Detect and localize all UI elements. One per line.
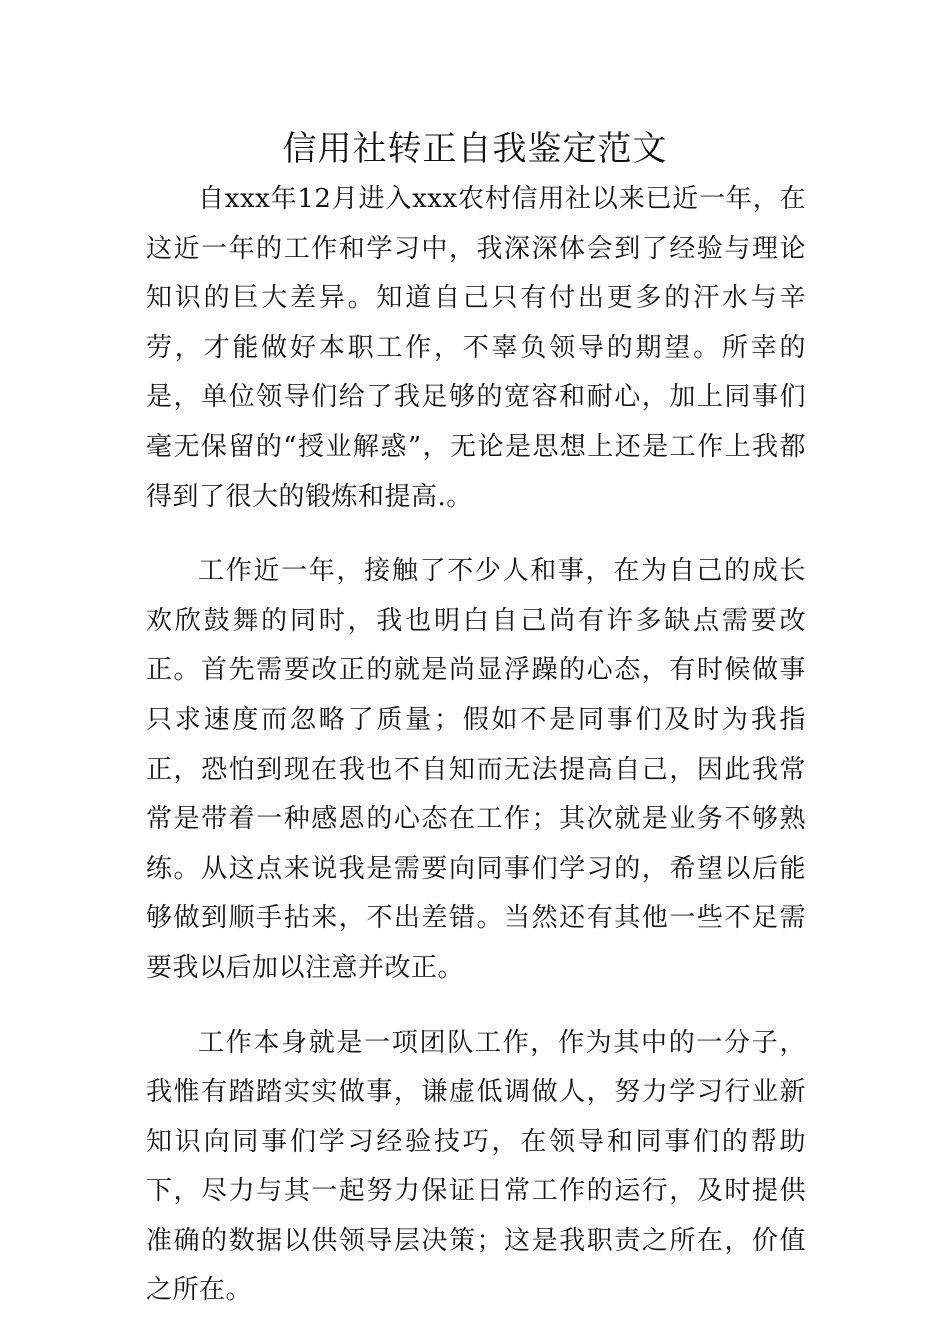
document-title: 信用社转正自我鉴定范文 xyxy=(282,129,668,169)
paragraph-2: 工作近一年，接触了不少人和事，在为自己的成长欢欣鼓舞的同时，我也明白自己尚有许多缺点需要改正。首先需要改正的就是尚显浮躁的心态，有时候做事只求速度而忽略了质量；假如不是同事们及时为我指正，恐怕到现在我也不自知而无法提高自己，因此我常常是带着一种感恩的心态在工作；其次就是业务不够熟练。从这点来说我是需要向同事们学习的，希望以后能够做到顺手拈来，不出差错。当然还有其他一些不足需要我以后加以注意并改正。 xyxy=(146,556,806,983)
document-body xyxy=(146,175,806,1316)
paragraph-3: 工作本身就是一项团队工作，作为其中的一分子，我惟有踏踏实实做事，谦虚低调做人，努力学习行业新知识向同事们学习经验技巧，在领导和同事们的帮助下，尽力与其一起努力保证日常工作的运行，及时提供准确的数据以供领导层决策；这是我职责之所在，价值之所在。 xyxy=(146,1027,806,1306)
paragraph-1: 自xxx年12月进入xxx农村信用社以来已近一年，在这近一年的工作和学习中，我深深体会到了经验与理论知识的巨大差异。知道自己只有付出更多的汗水与辛劳，才能做好本职工作，不辜负领导的期望。所幸的是，单位领导们给了我足够的宽容和耐心，加上同事们毫无保留的“授业解惑”，无论是思想上还是工作上我都得到了很大的锻炼和提高.。 xyxy=(146,184,806,512)
